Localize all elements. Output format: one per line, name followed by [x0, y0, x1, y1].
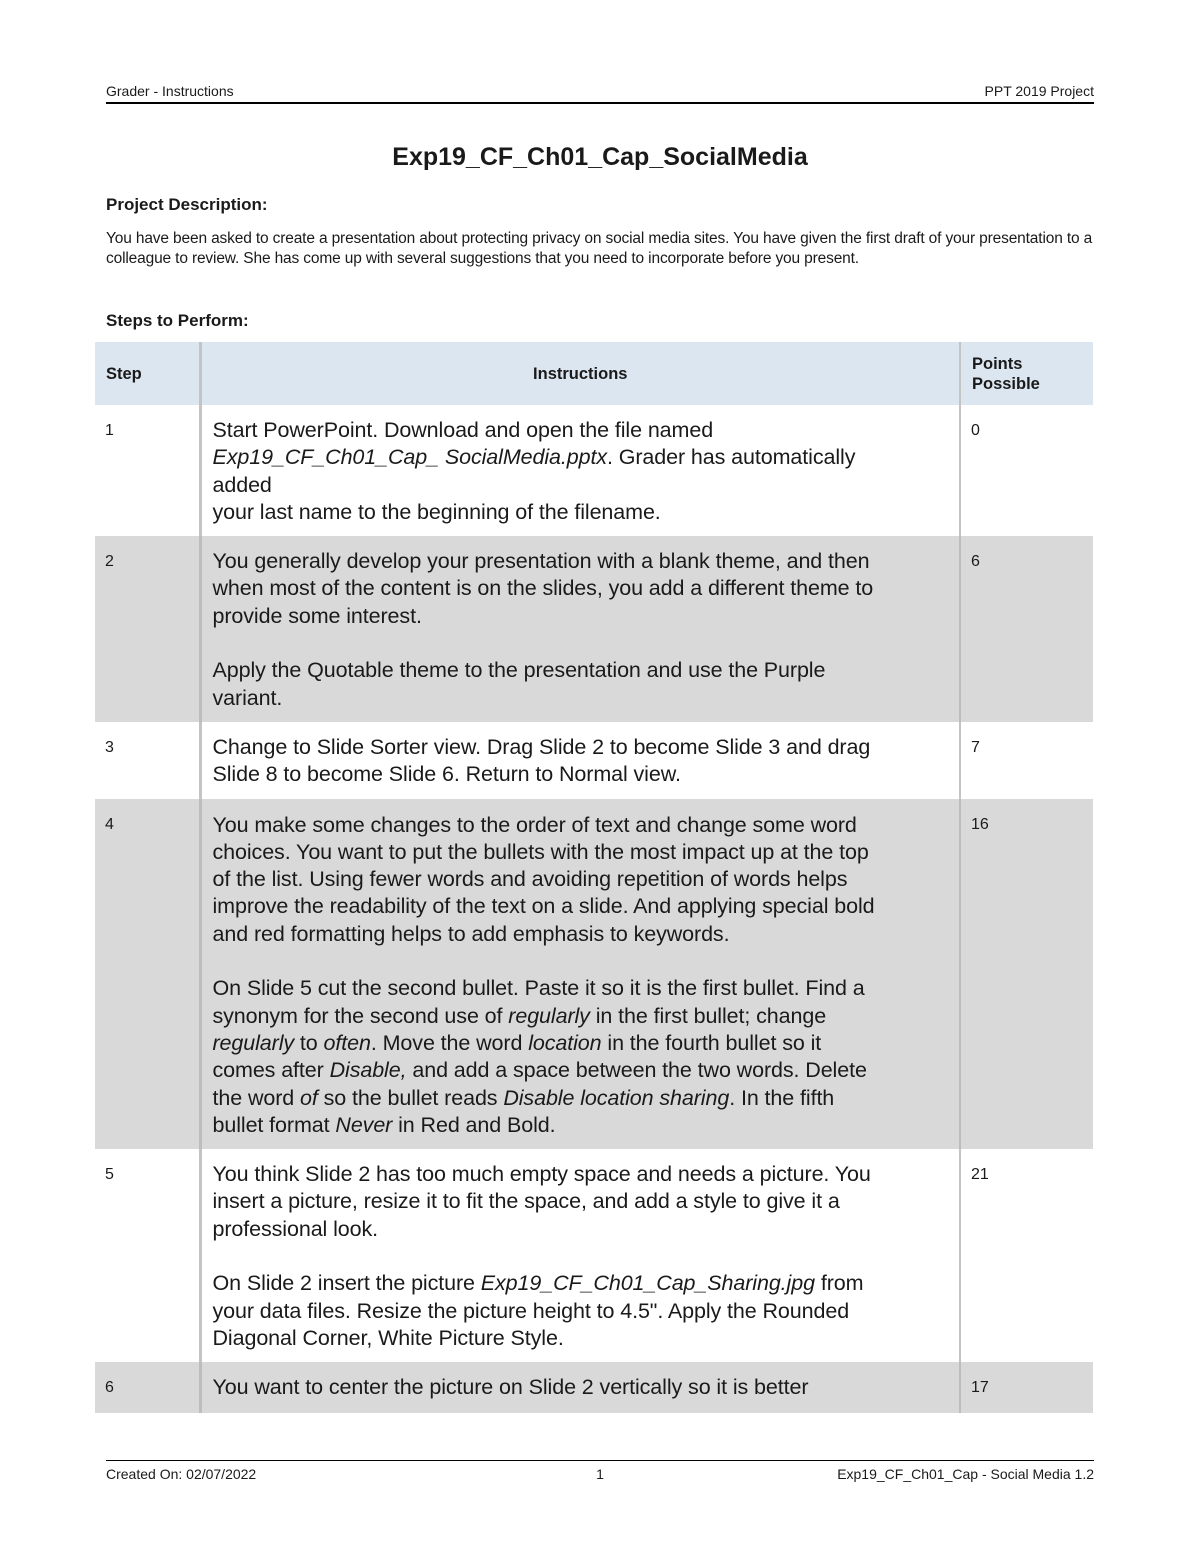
document-title: Exp19_CF_Ch01_Cap_SocialMedia — [392, 143, 808, 171]
instruction-line: improve the readability of the text on a slide. And applying special bold — [212, 894, 875, 919]
instruction-paragraph — [213, 548, 950, 630]
italic-word: of — [300, 1085, 318, 1110]
italic-word: regularly — [212, 1030, 295, 1055]
instruction-line — [213, 1112, 950, 1139]
instruction-line: You make some changes to the order of text and change some word — [212, 812, 857, 837]
points-possible: 6 — [960, 536, 1093, 722]
instruction-paragraph — [213, 1161, 950, 1243]
instruction-text: the word — [212, 1085, 301, 1110]
instruction-paragraph — [213, 417, 950, 526]
instruction-line — [213, 1057, 950, 1084]
step-instructions — [200, 1149, 960, 1362]
page-footer — [106, 1460, 1094, 1483]
instruction-line: Slide 8 to become Slide 6. Return to Normal view. — [212, 762, 681, 787]
header-left: Grader - Instructions — [106, 83, 234, 99]
table-row — [95, 405, 1093, 536]
instruction-line: Change to Slide Sorter view. Drag Slide 2 to become Slide 3 and drag — [212, 734, 871, 759]
table-row — [95, 799, 1093, 1150]
instruction-line — [213, 1003, 950, 1030]
instruction-paragraph — [213, 657, 950, 712]
instruction-text: On Slide 2 insert the picture — [212, 1271, 481, 1296]
instruction-line: You think Slide 2 has too much empty space and needs a picture. You — [212, 1162, 871, 1187]
instruction-paragraph — [213, 734, 950, 789]
footer-created-on: Created On: 02/07/2022 — [106, 1466, 257, 1482]
instruction-line: added — [212, 472, 272, 497]
points-possible: 21 — [960, 1149, 1093, 1362]
instruction-text: comes after — [212, 1058, 330, 1083]
instruction-line — [213, 444, 950, 471]
instruction-line: choices. You want to put the bullets with the most impact up at the top — [212, 839, 869, 864]
instruction-line: professional look. — [212, 1216, 379, 1241]
instruction-text: in Red and Bold. — [392, 1112, 556, 1137]
instruction-line: Start PowerPoint. Download and open the file named — [212, 418, 714, 442]
italic-word: Disable, — [329, 1058, 407, 1083]
steps-table — [95, 342, 1093, 1413]
instruction-text: in the first bullet; change — [589, 1003, 827, 1028]
instruction-line — [213, 1085, 950, 1112]
file-name: Exp19_CF_Ch01_Cap_ SocialMedia.pptx — [212, 445, 607, 470]
header-points — [960, 342, 1093, 405]
instruction-text: and add a space between the two words. Delete — [406, 1058, 867, 1083]
table-row — [95, 722, 1093, 799]
table-row — [95, 1362, 1093, 1412]
instruction-line: You want to center the picture on Slide 2 vertically so it is better — [212, 1375, 809, 1400]
points-possible: 16 — [960, 799, 1093, 1150]
step-instructions — [200, 405, 960, 536]
instruction-paragraph — [213, 812, 950, 948]
instruction-line: of the list. Using fewer words and avoiding repetition of words helps — [212, 867, 848, 892]
instruction-line — [213, 1030, 950, 1057]
italic-word: Disable location sharing — [503, 1085, 730, 1110]
instruction-line: your last name to the beginning of the filename. — [212, 499, 661, 524]
header-points-line1: Points — [972, 354, 1023, 373]
table-row — [95, 536, 1093, 722]
project-description: You have been asked to create a presentation about protecting privacy on social media sites. You have given the first draft of your presentation to a colleague to review. She has come up with several suggestions that you need to incorporate before you present. — [106, 230, 1093, 267]
instruction-line — [213, 1270, 950, 1297]
step-number: 5 — [95, 1149, 200, 1362]
page-header — [106, 83, 1094, 104]
step-instructions — [200, 536, 960, 722]
instruction-line: when most of the content is on the slides, you add a different theme to — [212, 576, 874, 601]
instruction-paragraph — [213, 975, 950, 1139]
step-number: 4 — [95, 799, 200, 1150]
header-right: PPT 2019 Project — [984, 83, 1094, 99]
step-number: 3 — [95, 722, 200, 799]
header-points-line2: Possible — [972, 374, 1040, 393]
steps-label: Steps to Perform: — [106, 311, 249, 330]
header-instructions: Instructions — [200, 342, 960, 405]
step-number: 1 — [95, 405, 200, 536]
instruction-text: to — [294, 1030, 324, 1055]
project-description-label: Project Description: — [106, 195, 268, 214]
instruction-text: . Grader has automatically — [607, 445, 856, 470]
instruction-line: You generally develop your presentation with a blank theme, and then — [212, 549, 870, 574]
instruction-line: provide some interest. — [212, 603, 422, 628]
instruction-text: in the fourth bullet so it — [601, 1030, 822, 1055]
instruction-line: insert a picture, resize it to fit the space, and add a style to give it a — [212, 1189, 840, 1214]
step-instructions — [200, 722, 960, 799]
step-number: 6 — [95, 1362, 200, 1412]
instruction-line: Apply the Quotable theme to the presentation and use the Purple — [212, 658, 826, 683]
italic-word: regularly — [508, 1003, 590, 1028]
instruction-text: synonym for the second use of — [212, 1003, 509, 1028]
header-step: Step — [95, 342, 200, 405]
instruction-text: bullet format — [212, 1112, 336, 1137]
italic-word: often — [323, 1030, 371, 1055]
instruction-paragraph — [213, 1374, 950, 1401]
instruction-text: so the bullet reads — [317, 1085, 504, 1110]
italic-word: location — [528, 1030, 602, 1055]
footer-page-number: 1 — [596, 1466, 604, 1482]
instruction-line: On Slide 5 cut the second bullet. Paste it so it is the first bullet. Find a — [212, 976, 865, 1001]
instruction-line: your data files. Resize the picture height to 4.5". Apply the Rounded — [212, 1298, 850, 1323]
instruction-text: from — [814, 1271, 864, 1296]
footer-document-id: Exp19_CF_Ch01_Cap - Social Media 1.2 — [837, 1466, 1094, 1482]
instruction-line: and red formatting helps to add emphasis to keywords. — [212, 921, 730, 946]
points-possible: 0 — [960, 405, 1093, 536]
step-instructions — [200, 1362, 960, 1412]
points-possible: 7 — [960, 722, 1093, 799]
step-number: 2 — [95, 536, 200, 722]
points-possible: 17 — [960, 1362, 1093, 1412]
instruction-paragraph — [213, 1270, 950, 1352]
instruction-text: . Move the word — [370, 1030, 529, 1055]
table-row — [95, 1149, 1093, 1362]
file-name: Exp19_CF_Ch01_Cap_Sharing.jpg — [480, 1271, 815, 1296]
italic-word: Never — [335, 1112, 393, 1137]
instruction-text: . In the fifth — [729, 1085, 835, 1110]
instruction-line: variant. — [212, 685, 283, 710]
table-header-row — [95, 342, 1093, 405]
instruction-line: Diagonal Corner, White Picture Style. — [212, 1325, 564, 1350]
step-instructions — [200, 799, 960, 1150]
